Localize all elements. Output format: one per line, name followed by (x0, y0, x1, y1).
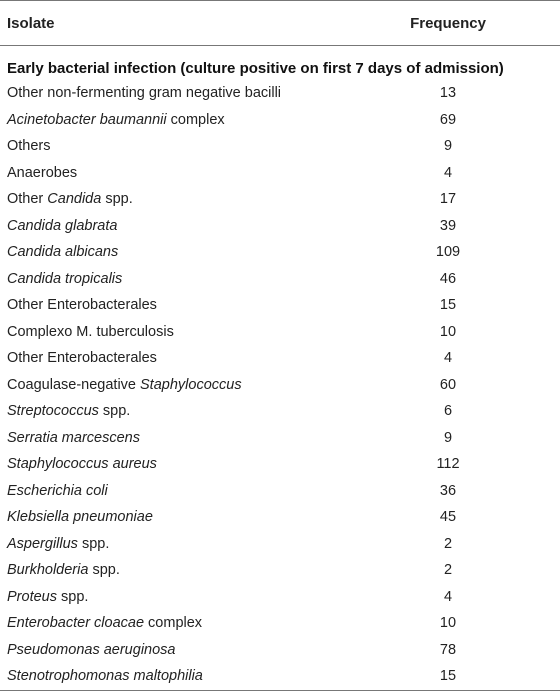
frequency-value: 4 (443, 588, 453, 605)
isolate-name (7, 456, 157, 472)
isolate-name-pre: Others (7, 138, 51, 154)
frequency-value: 4 (443, 350, 453, 366)
table-row (0, 161, 560, 188)
table-bottom-rule (0, 690, 560, 691)
isolate-name-italic: Stenotrophomonas maltophilia (7, 668, 203, 684)
isolate-name-italic: Candida (47, 191, 102, 207)
isolate-name (7, 642, 175, 658)
isolate-name-post: spp. (101, 191, 133, 207)
frequency-value: 9 (443, 138, 453, 154)
frequency-value: 13 (439, 85, 457, 101)
isolate-name (7, 191, 133, 207)
isolate-name (7, 165, 77, 181)
isolate-name-italic: Acinetobacter baumannii (7, 111, 167, 128)
table-row (0, 585, 560, 612)
isolate-name-italic: Candida glabrata (7, 217, 118, 234)
frequency-value: 4 (443, 164, 453, 181)
table-row (0, 505, 560, 532)
isolate-name-post: spp. (56, 588, 89, 605)
frequency-value: 15 (439, 297, 457, 313)
isolate-name (7, 615, 202, 631)
table-header (0, 0, 560, 46)
table-row (0, 638, 560, 665)
isolate-name-pre: Other Enterobacterales (7, 297, 157, 313)
isolate-name (7, 297, 157, 313)
table-row (0, 320, 560, 347)
frequency-value: 6 (443, 403, 453, 419)
isolate-name (7, 85, 281, 101)
table-row (0, 108, 560, 135)
isolate-name-post: spp. (88, 562, 120, 578)
isolate-name (7, 244, 118, 260)
isolate-name (7, 112, 225, 128)
frequency-value: 109 (435, 244, 461, 260)
table-row (0, 293, 560, 320)
table-row (0, 479, 560, 506)
isolate-name-italic: Proteus (7, 588, 57, 605)
table-row (0, 452, 560, 479)
isolate-name (7, 324, 174, 340)
frequency-value: 17 (439, 191, 457, 207)
isolate-name (7, 350, 157, 366)
isolate-name (7, 509, 153, 525)
isolate-name (7, 218, 117, 234)
isolate-name-post: complex (166, 111, 225, 128)
table-row (0, 532, 560, 559)
isolate-name-post: complex (144, 615, 203, 631)
isolate-name-italic: Streptococcus (7, 403, 99, 419)
isolate-name-italic: Aspergillus (7, 535, 78, 552)
isolate-name-pre: Other non-fermenting gram negative bacilli (7, 85, 282, 101)
isolate-name (7, 271, 122, 287)
isolate-name-italic: Enterobacter cloacae (7, 615, 145, 631)
table-row (0, 240, 560, 267)
frequency-value: 69 (439, 111, 457, 128)
column-header-isolate: Isolate (7, 15, 55, 32)
frequency-value: 39 (439, 217, 457, 234)
table-row (0, 187, 560, 214)
isolate-name-pre: Other Enterobacterales (7, 350, 157, 366)
isolate-name-pre: Complexo M. tuberculosis (7, 323, 174, 340)
frequency-value: 9 (443, 429, 453, 446)
table-row (0, 426, 560, 453)
frequency-value: 112 (436, 456, 460, 472)
isolate-name (7, 483, 108, 499)
frequency-value: 78 (439, 641, 457, 658)
isolate-name-italic: Klebsiella pneumoniae (7, 509, 153, 525)
isolate-name-italic: Candida tropicalis (7, 270, 123, 287)
isolate-name-italic: Staphylococcus (140, 376, 242, 393)
isolate-name (7, 377, 242, 393)
isolate-name-pre: Coagulase-negative (7, 376, 141, 393)
isolate-name (7, 430, 140, 446)
isolate-name-italic: Candida albicans (7, 244, 119, 260)
table-row (0, 81, 560, 108)
isolate-name-italic: Pseudomonas aeruginosa (7, 641, 176, 658)
section-title: Early bacterial infection (culture positive on first 7 days of admission) (7, 60, 504, 77)
frequency-value: 36 (439, 482, 457, 499)
isolate-name-italic: Serratia marcescens (7, 429, 140, 446)
frequency-value: 60 (439, 376, 457, 393)
table-row (0, 399, 560, 426)
isolate-name-italic: Escherichia coli (7, 482, 108, 499)
table-row (0, 373, 560, 400)
frequency-value: 15 (439, 668, 457, 684)
isolate-name (7, 668, 203, 684)
table-row (0, 611, 560, 638)
frequency-value: 46 (439, 270, 457, 287)
isolate-name-italic: Staphylococcus aureus (7, 456, 157, 472)
column-header-frequency: Frequency (410, 15, 486, 32)
isolate-name-pre: Anaerobes (7, 164, 78, 181)
isolate-name-italic: Burkholderia (7, 562, 89, 578)
table-row (0, 267, 560, 294)
isolate-name (7, 403, 130, 419)
isolate-name (7, 536, 109, 552)
frequency-value: 10 (439, 323, 457, 340)
isolate-name (7, 562, 120, 578)
frequency-value: 2 (443, 562, 453, 578)
table-body (0, 81, 560, 691)
isolate-name (7, 589, 88, 605)
isolate-name-pre: Other (7, 191, 48, 207)
table-row (0, 558, 560, 585)
frequency-value: 45 (439, 509, 457, 525)
table-row (0, 214, 560, 241)
frequency-value: 10 (439, 615, 457, 631)
table-row (0, 134, 560, 161)
isolate-name-post: spp. (77, 535, 110, 552)
table-row (0, 346, 560, 373)
isolate-name (7, 138, 51, 154)
table-row (0, 664, 560, 691)
isolate-name-post: spp. (98, 403, 131, 419)
frequency-value: 2 (443, 535, 453, 552)
